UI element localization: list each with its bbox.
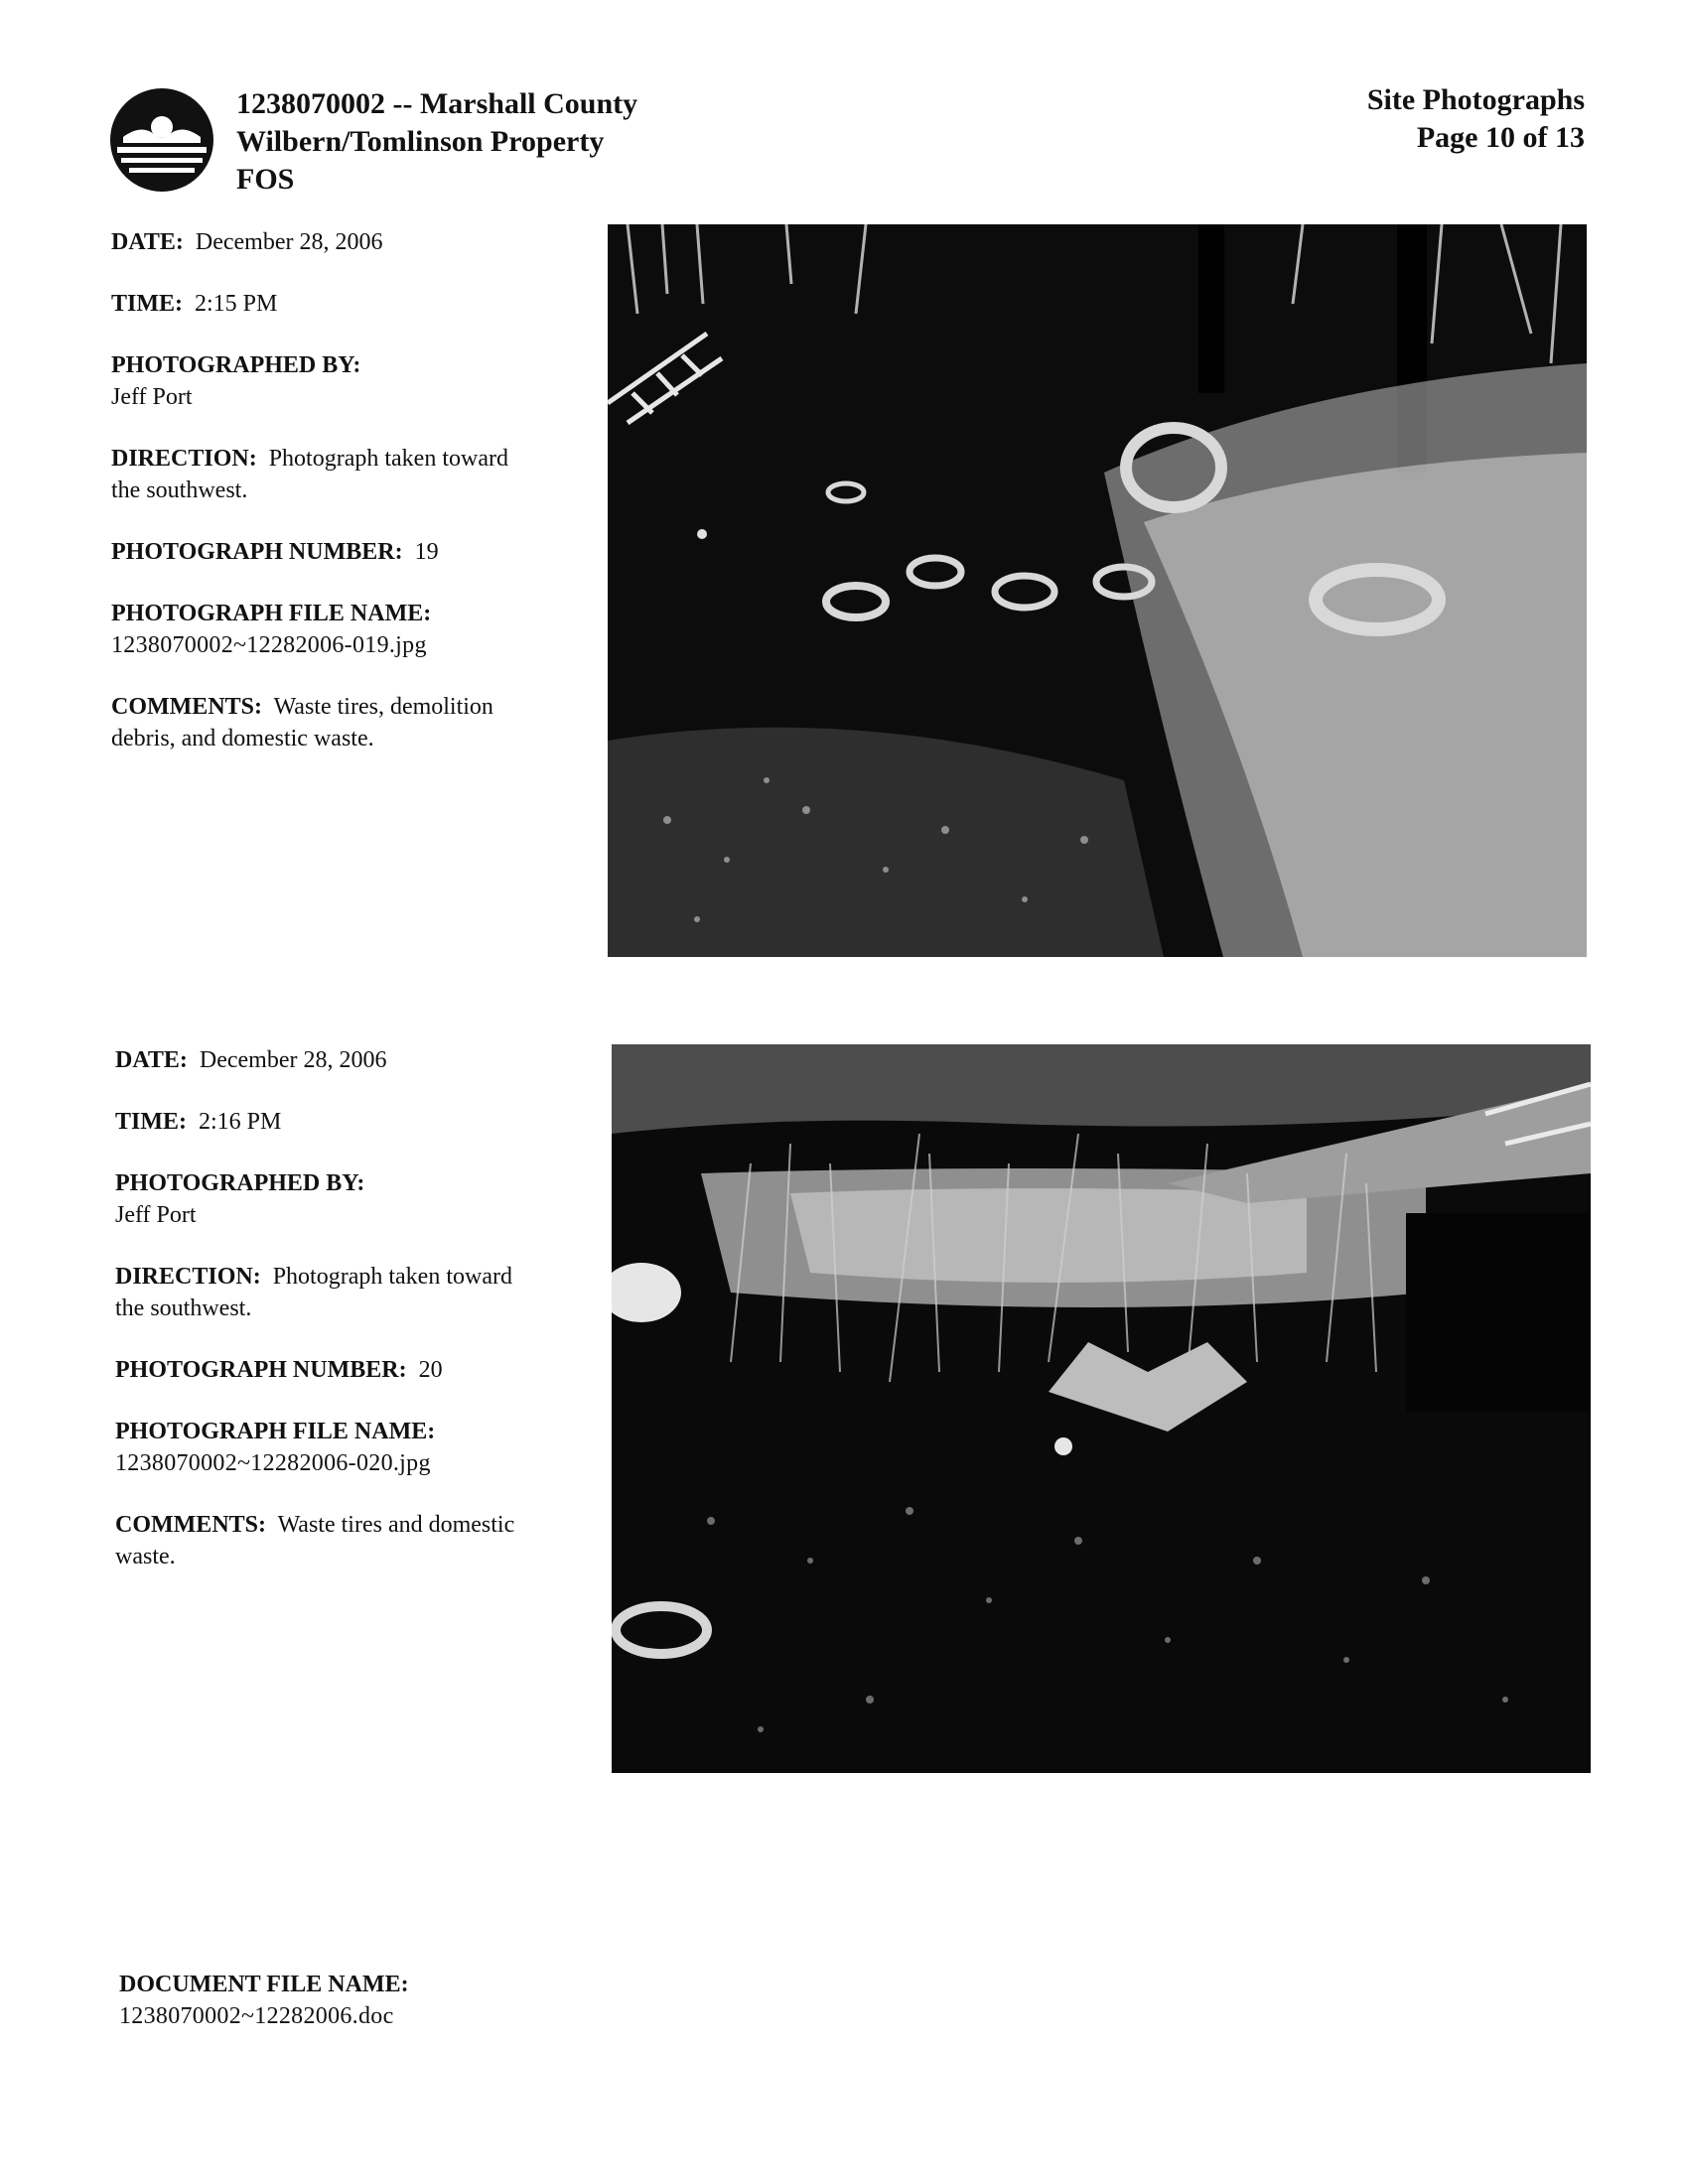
photo-file-field: PHOTOGRAPH FILE NAME: 1238070002~12282006-020.jpg [115,1416,612,1479]
site-id-line: 1238070002 -- Marshall County [236,87,638,120]
photographer-field: PHOTOGRAPHED BY: Jeff Port [111,349,608,413]
comments-value: Waste tires and domestic [277,1512,515,1538]
date-field: DATE: December 28, 2006 [111,229,383,255]
photographer-value: Jeff Port [111,384,193,410]
comments-value: Waste tires, demolition [273,694,493,720]
time-field: TIME: 2:15 PM [111,291,278,317]
header-page-info [1367,81,1585,157]
direction-field: DIRECTION: Photograph taken toward the southwest. [115,1264,512,1321]
header-site-info [236,85,637,199]
section-title: Site Photographs [1366,83,1585,116]
photo-file-field: PHOTOGRAPH FILE NAME: 1238070002~12282006-019.jpg [111,598,608,661]
property-name: Wilbern/Tomlinson Property [236,125,605,158]
date-value: December 28, 2006 [195,229,383,255]
photo-19-details [111,226,608,784]
date-value: December 28, 2006 [199,1047,387,1073]
photographer-field: PHOTOGRAPHED BY: Jeff Port [115,1167,612,1231]
photo-number-field: PHOTOGRAPH NUMBER: 19 [111,539,439,565]
time-value: 2:16 PM [199,1109,282,1135]
photo-number-value: 20 [418,1357,443,1383]
agency-logo-icon [109,87,214,193]
site-photo-20 [612,1044,1591,1773]
time-value: 2:15 PM [195,291,278,317]
photo-file-value: 1238070002~12282006-019.jpg [111,632,427,658]
document-file-value: 1238070002~12282006.doc [119,2003,394,2029]
comments-field: COMMENTS: Waste tires and domestic waste. [115,1512,515,1570]
comments-field: COMMENTS: Waste tires, demolition debris, and domestic waste. [111,694,493,751]
direction-value: Photograph taken toward [272,1264,512,1290]
site-photo-19 [608,224,1587,957]
date-field: DATE: December 28, 2006 [115,1047,387,1073]
time-field: TIME: 2:16 PM [115,1109,282,1135]
photo-file-value: 1238070002~12282006-020.jpg [115,1450,431,1476]
document-file-name: DOCUMENT FILE NAME: 1238070002~12282006.doc [119,1969,409,2032]
page-number: Page 10 of 13 [1416,121,1585,154]
photo-number-value: 19 [414,539,439,565]
photo-number-field: PHOTOGRAPH NUMBER: 20 [115,1357,443,1383]
photo-20-details [115,1044,612,1602]
direction-field: DIRECTION: Photograph taken toward the southwest. [111,446,508,503]
direction-value: Photograph taken toward [268,446,508,472]
photographer-value: Jeff Port [115,1202,197,1228]
office-code: FOS [236,163,295,196]
